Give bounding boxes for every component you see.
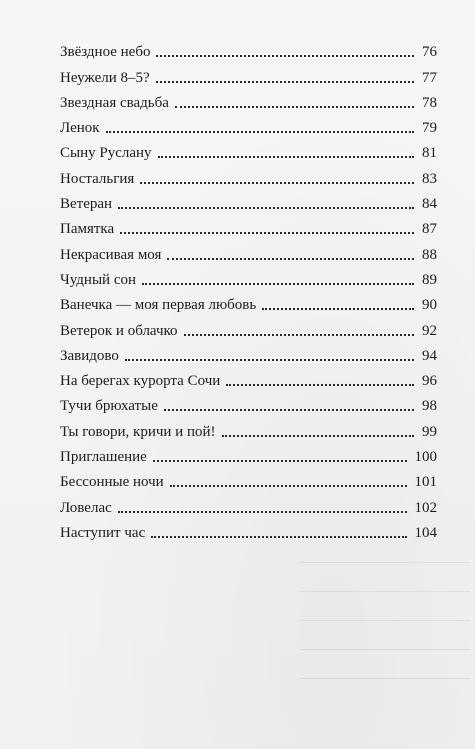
toc-entry-page-number: 76: [422, 44, 437, 61]
toc-entry-title: Звездная свадьба: [60, 94, 169, 111]
table-of-contents: [60, 36, 437, 542]
dot-leader: [222, 435, 415, 437]
toc-entry-title: Чудный сон: [60, 271, 137, 288]
toc-entry-page-number: 78: [422, 94, 437, 111]
toc-entry-page-number: 83: [422, 170, 437, 187]
dot-leader: [125, 359, 414, 361]
toc-entry-page-number: 102: [414, 499, 437, 516]
dot-leader: [164, 409, 414, 411]
toc-entry-page-number: 79: [422, 120, 437, 137]
toc-entry-title: Ленок: [60, 120, 100, 137]
dot-leader: [262, 308, 414, 310]
toc-entry: [60, 188, 437, 213]
toc-entry-title: Сыну Руслану: [60, 145, 152, 162]
dot-leader: [106, 131, 414, 133]
dot-leader: [167, 258, 414, 260]
toc-entry-title: Бессонные ночи: [60, 474, 164, 491]
toc-entry-page-number: 99: [422, 423, 437, 440]
toc-entry: [60, 61, 437, 86]
toc-entry-page-number: 84: [422, 196, 437, 213]
toc-entry: [60, 162, 437, 187]
toc-entry-page-number: 87: [422, 221, 437, 238]
toc-entry: [60, 441, 437, 466]
dot-leader: [156, 55, 414, 57]
toc-entry: [60, 137, 437, 162]
toc-entry-title: Тучи брюхатые: [60, 398, 158, 415]
toc-entry: [60, 340, 437, 365]
toc-entry-page-number: 100: [414, 449, 437, 466]
toc-entry: [60, 314, 437, 339]
dot-leader: [175, 106, 414, 108]
dot-leader: [142, 283, 414, 285]
dot-leader: [120, 232, 414, 234]
dot-leader: [156, 81, 414, 83]
toc-entry: [60, 289, 437, 314]
toc-entry: [60, 517, 437, 542]
toc-entry: [60, 264, 437, 289]
toc-entry: [60, 36, 437, 61]
toc-entry-page-number: 89: [422, 271, 437, 288]
toc-entry-title: На берегах курорта Сочи: [60, 373, 221, 390]
toc-entry: [60, 213, 437, 238]
toc-entry-page-number: 77: [422, 69, 437, 86]
toc-entry: [60, 415, 437, 440]
toc-entry-title: Ты говори, кричи и пой!: [60, 423, 216, 440]
dot-leader: [153, 460, 407, 462]
dot-leader: [184, 334, 414, 336]
dot-leader: [151, 536, 406, 538]
dot-leader: [170, 485, 407, 487]
toc-entry-title: Наступит час: [60, 524, 146, 541]
toc-entry-title: Приглашение: [60, 449, 147, 466]
toc-entry: [60, 365, 437, 390]
toc-entry-title: Завидово: [60, 347, 119, 364]
toc-entry-title: Ностальгия: [60, 170, 135, 187]
toc-entry: [60, 390, 437, 415]
show-through-text: [300, 540, 470, 700]
toc-entry-page-number: 92: [422, 322, 437, 339]
toc-entry-page-number: 94: [422, 347, 437, 364]
toc-entry-page-number: 104: [414, 524, 437, 541]
toc-entry-page-number: 81: [422, 145, 437, 162]
toc-entry-title: Ветеран: [60, 196, 113, 213]
dot-leader: [140, 182, 414, 184]
toc-entry-title: Ловелас: [60, 499, 112, 516]
toc-entry-page-number: 98: [422, 398, 437, 415]
toc-entry-title: Ветерок и облачко: [60, 322, 178, 339]
toc-entry: [60, 87, 437, 112]
dot-leader: [118, 207, 414, 209]
toc-entry-page-number: 88: [422, 246, 437, 263]
toc-entry-page-number: 90: [422, 297, 437, 314]
toc-entry: [60, 491, 437, 516]
toc-entry: [60, 238, 437, 263]
toc-entry-title: Некрасивая моя: [60, 246, 162, 263]
toc-entry-page-number: 96: [422, 373, 437, 390]
toc-entry-title: Неужели 8–5?: [60, 69, 150, 86]
dot-leader: [226, 384, 414, 386]
toc-entry-title: Ванечка — моя первая любовь: [60, 297, 257, 314]
toc-entry-title: Памятка: [60, 221, 115, 238]
toc-entry: [60, 112, 437, 137]
toc-entry-page-number: 101: [414, 474, 437, 491]
dot-leader: [118, 511, 407, 513]
toc-entry: [60, 466, 437, 491]
dot-leader: [158, 156, 414, 158]
toc-entry-title: Звёздное небо: [60, 44, 151, 61]
